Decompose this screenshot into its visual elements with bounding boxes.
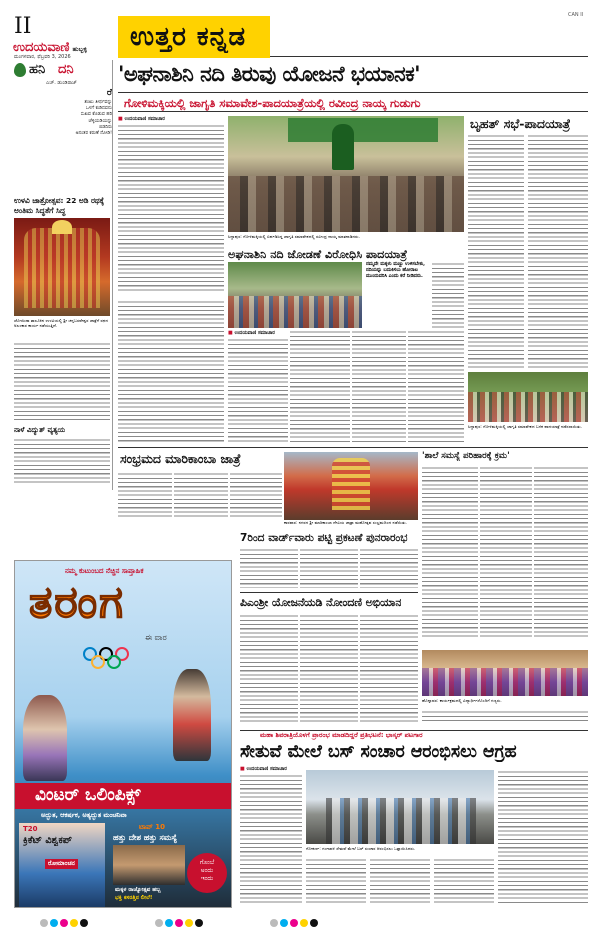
bottom-col-2 [306, 858, 366, 906]
bottom-headline: ಸೇತುವೆ ಮೇಲೆ ಬಸ್ ಸಂಚಾರ ಆರಂಭಿಸಲು ಆಗ್ರಹ [240, 742, 517, 762]
cricket-title: ಕ್ರಿಕೆಟ್ ವಿಶ್ವಕಪ್ [23, 835, 73, 846]
hanidani-title-a: ಹನಿ [29, 62, 46, 77]
stage-banner [288, 118, 438, 142]
section-rule [270, 56, 588, 57]
second-col-2 [290, 330, 350, 442]
marchers [228, 296, 362, 328]
speaker-figure [332, 124, 354, 170]
school-col-3 [534, 466, 588, 640]
utsav-headline: ಉಳವಿ ಜಾತ್ರೋತ್ಸವ: 22 ಅಡಿ ರಥಕ್ಕೆ ಅಂತಿಮ ಸಿದ್ಧತೆಗೆ ಸಿದ್ಧ [14, 196, 105, 215]
rally-photo [468, 372, 588, 422]
pmshri-col-3 [360, 614, 418, 724]
crowd [228, 176, 464, 232]
rally-col-b [528, 134, 588, 370]
pay-col-2 [300, 548, 358, 588]
cricket-sub: ರೋಮಾಂಚನ [45, 859, 78, 869]
lead-col-1 [118, 124, 224, 292]
jatre-col-3 [230, 472, 282, 520]
school-headline: 'ಶಾಲೆ ಸಮಸ್ಯೆ ಪರಿಹಾರಕ್ಕೆ ಕ್ರಮ' [422, 451, 510, 461]
jatre-headline: ಸಂಭ್ರಮದ ಮಾರಿಕಾಂಬಾ ಜಾತ್ರೆ [120, 451, 241, 466]
second-photo [228, 262, 362, 328]
utsav-body [14, 342, 110, 420]
school-col-2 [480, 466, 532, 640]
jatre-col-2 [174, 472, 228, 520]
second-col-4 [408, 330, 464, 442]
story-bottom: ಮಕ್ಕಳ ರಾಜ್ಯೋತ್ಸವ ಹಬ್ಬ [115, 887, 161, 893]
hanidani-title-b: ದನಿ [58, 62, 74, 77]
section-rule-2 [118, 447, 588, 448]
pmshri-col-1 [240, 614, 298, 724]
lead-subhead: ಗೋಳಿಮಕ್ಕಿಯಲ್ಲಿ ಜಾಗೃತಿ ಸಮಾವೇಶ-ಪಾದಯಾತ್ರೆಯಲ್ಲಿ ರವೀಂದ್ರ ನಾಯ್ಕ ಗುಡುಗು [124, 96, 421, 110]
power-body [14, 438, 110, 484]
jatre-photo [284, 452, 418, 520]
second-quote: ನಮ್ಮದೇ ಮಕ್ಕಳು ಮಣ್ಣು ಉಳಿಸಬೇಕು, ನದಿಯನ್ನು ಬದುಕಿಸಲು ಹೋರಾಟ ಮುಂದುವರಿಸಿ ಎಂದು ಕರೆ ನೀಡಿದರು. [366, 262, 425, 280]
pay-col-3 [360, 548, 418, 588]
bottom-caption: ಗೋಕರ್ಣ: ಗಂಗಾವಳಿ ಸೇತುವೆ ಮೇಲೆ ಬಸ್ ಸಂಚಾರ ಆರಂಭಿಸಲು ಒತ್ತಾಯಿಸಿದರು. [306, 846, 416, 851]
lead-photo [228, 116, 464, 232]
bottom-col-4 [434, 858, 494, 906]
skater-figure [23, 695, 67, 781]
red-bullet-icon: ■ [118, 116, 125, 122]
pay-headline: 7ರಿಂದ ವಾರ್ಡ್‌ವಾರು ಪಟ್ಟಿ ಪ್ರಕಟಣೆ ಪುನರಾರಂಭ [240, 532, 408, 544]
section-rule-3 [240, 592, 418, 593]
students [422, 668, 588, 696]
bottom-col-3 [370, 858, 430, 906]
pmshri-headline: ಪಿಎಂಶ್ರೀ ಯೋಜನೆಯಡಿ ನೋಂದಣಿ ಅಭಿಯಾನ [240, 596, 402, 609]
story-photo [113, 845, 185, 885]
corner-tag: CAN II [568, 12, 584, 18]
hanidani-author: ಎಚ್. ಡುಂಡಿರಾಜ್ [46, 80, 77, 86]
chariot-decoration [24, 228, 100, 308]
second-col-1 [228, 338, 288, 442]
column-rule [112, 60, 113, 490]
rally-caption: ಸಿದ್ದಾಪುರ: ಗೋಳಿಮಕ್ಕಿಯಲ್ಲಿ ಜಾಗೃತಿ ಸಮಾವೇಶದ ಬಳಿಕ ಪಾದಯಾತ್ರೆ ನಡೆಸಲಾಯಿತು. [468, 424, 583, 429]
palanquin [332, 458, 370, 510]
poem-title: ರೆ [106, 88, 112, 98]
red-bullet-icon-2: ■ [228, 330, 235, 336]
second-col-3 [352, 330, 406, 442]
lead-byline: ■ ಉದಯವಾಣಿ ಸಮಾಚಾರ [118, 116, 165, 122]
chariot-dome [52, 220, 72, 234]
pay-col-1 [240, 548, 298, 588]
olympics-title: ವಿಂಟರ್ ಒಲಿಂಪಿಕ್ಸ್ [35, 785, 141, 805]
bottom-byline: ■ ಉದಯವಾಣಿ ಸಮಾಚಾರ [240, 766, 287, 772]
protesters [326, 798, 476, 844]
rally-col-a [468, 134, 524, 370]
registration-marks [40, 912, 580, 922]
lead-caption: ಸಿದ್ದಾಪುರ: ಗೋಳಿಮಕ್ಕಿಯಲ್ಲಿ ಏರ್ಪಡಿಸಿದ್ದ ಜಾಗೃತಿ ಸಮಾವೇಶದಲ್ಲಿ ರವೀಂದ್ರ ನಾಯ್ಕ ಮಾತನಾಡಿದರು. [228, 234, 360, 239]
lead-headline: 'ಅಘನಾಶಿನಿ ನದಿ ತಿರುವು ಯೋಜನೆ ಭಯಾನಕ' [118, 62, 421, 86]
olympics-sub: ಅದ್ಭುತ, ಆಕರ್ಷಕ, ಅತ್ಯದ್ಭುತ ಮಂಚನಿವಾ [41, 811, 127, 819]
cricket-tag: T20 [23, 825, 38, 833]
taranga-top-tag: ನಮ್ಮ ಕುಟುಂಬದ ನೆಚ್ಚಿನ ಸಾಪ್ತಾಹಿಕ [65, 567, 144, 575]
utsav-subhead: ನಾಳೆ ವಿದ್ಯುತ್ ವ್ಯತ್ಯಯ [14, 426, 66, 434]
bottom-col-5 [498, 770, 588, 906]
school-col-1 [422, 466, 478, 640]
rally-crowd [468, 392, 588, 422]
poem-lines: ಶಂಖು ತೀರ್ಥವನ್ನು ಒಳಗೆ ಕುಡಿದವನು ಸುಖವ ಕೊಡುವ ಹರಿ ಚೆಳ್ಳಿಯಡಿಯನ್ನು ಬಿಡದಿರು ಅನಂತರ ಕರುಣೆ ನೋಡಿ! [75, 100, 112, 137]
second-right [432, 262, 464, 328]
bottom-col-1 [240, 774, 302, 906]
pmshri-col-2 [300, 614, 358, 724]
red-bullet-icon-3: ■ [240, 766, 247, 772]
second-byline: ■ ಉದಯವಾಣಿ ಸಮಾಚಾರ [228, 330, 275, 336]
school-photo [422, 650, 588, 696]
story-tag: ಟಾಪ್ 10 [139, 823, 165, 831]
taranga-logo: ತರಂಗ [29, 577, 125, 628]
page-number: II [14, 14, 32, 39]
hanidani-logo [12, 60, 82, 80]
masthead [0, 0, 600, 60]
taranga-weekday: ಈ ವಾರ [145, 633, 167, 642]
bottom-photo [306, 770, 494, 844]
lead-col-1b [118, 300, 224, 442]
jatre-col-1 [118, 472, 172, 520]
toy-badge: ಗೊಂಬೆ ಅಂದು ಇಂದು [187, 853, 227, 893]
utsav-caption: ಜೋಯಿಡಾ ತಾಲೂಕಿನ ಉಳವಿಯಲ್ಲಿ ಶ್ರೀ ಚನ್ನಬಸವೇಶ್ವರ ಜಾತ್ರೆಗೆ ರಥದ ಅಲಂಕಾರ ಕಾರ್ಯ ನಡೆಯುತ್ತಿದೆ. [14, 318, 109, 328]
story-title: ಹತ್ತು ದೇಶ ಹತ್ತು ಸಮಸ್ಯೆ [113, 833, 178, 842]
skater-figure-2 [173, 669, 211, 761]
bottom-kicker: ಮಹಾ ಶಿವರಾತ್ರಿಯೊಳಗೆ ಪ್ರಾರಂಭ ಮಾಡದಿದ್ದರೆ ಪ್ರತಿಭಟನೆ: ಭಾಸ್ಕರ್ ಪಟಗಾರ [260, 731, 423, 739]
rally-title: ಬೃಹತ್ ಸಭೆ-ಪಾದಯಾತ್ರೆ [470, 116, 571, 131]
second-headline: ಅಘನಾಶಿನಿ ನದಿ ಜೋಡಣೆ ವಿರೋಧಿಸಿ ಪಾದಯಾತ್ರೆ [228, 248, 408, 261]
school-col-4 [422, 710, 588, 724]
utsav-photo [14, 218, 110, 316]
hanidani-box [12, 60, 112, 148]
brand-logo: ಉದಯವಾಣಿ ಹುಬ್ಬಳ್ಳಿ [13, 40, 87, 55]
olympics-emblem [83, 647, 135, 689]
jatre-caption: ಕಾರವಾರ: ನಗರದ ಶ್ರೀ ಮಾರಿಕಾಂಬಾ ದೇವಿಯ ಜಾತ್ರಾ ಮಹೋತ್ಸವ ಸಂಭ್ರಮದಿಂದ ನಡೆಯಿತು. [284, 520, 408, 525]
drop-icon [14, 63, 26, 77]
issue-date: ಮಂಗಳವಾರ, ಫೆಬ್ರವರಿ 3, 2026 [14, 54, 71, 60]
school-caption: ಹೊನ್ನಾವರ: ಕಾರ್ಯಕ್ರಮದಲ್ಲಿ ವಿದ್ಯಾರ್ಥಿಗಳೊಂದಿಗೆ ಗಣ್ಯರು. [422, 698, 502, 703]
taranga-ad [14, 560, 232, 908]
story-bottom2: ಭಕ್ತಿ ಕಸರತ್ತಿನ ಲೀಲೆ! [115, 895, 153, 901]
section-title: ಉತ್ತರ ಕನ್ನಡ [130, 22, 247, 52]
